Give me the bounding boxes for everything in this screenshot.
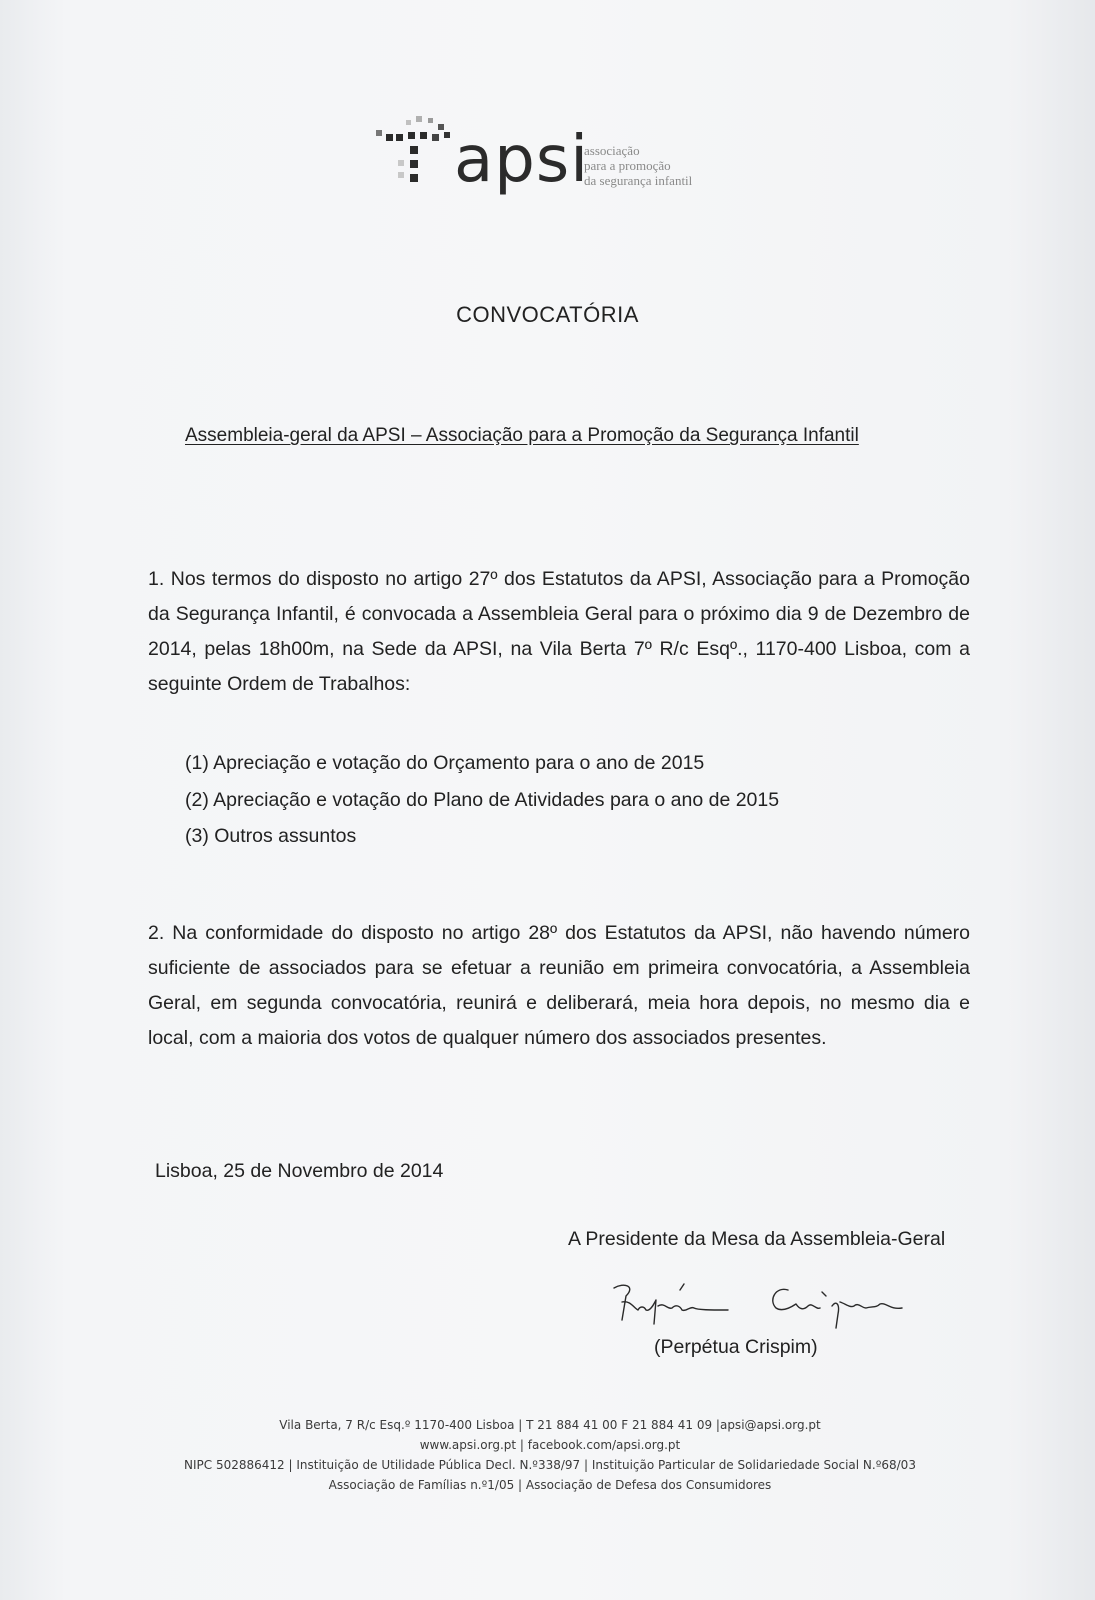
handwritten-signature: [610, 1280, 930, 1340]
footer-line: www.apsi.org.pt | facebook.com/apsi.org.pt: [419, 1438, 681, 1452]
apsi-logo: [372, 108, 732, 208]
agenda-item: (1) Apreciação e votação do Orçamento para o ano de 2015: [185, 752, 705, 774]
logo-wordmark: apsi: [454, 123, 589, 197]
document-title: CONVOCATÓRIA: [456, 302, 639, 327]
signatory-role: A Presidente da Mesa da Assembleia-Geral: [568, 1228, 946, 1250]
document-subtitle: Assembleia-geral da APSI – Associação para a Promoção da Segurança Infantil: [185, 425, 859, 446]
signatory-name: (Perpétua Crispim): [654, 1336, 818, 1358]
logo-tagline-line: associação: [584, 143, 640, 158]
footer-line: Vila Berta, 7 R/c Esq.º 1170-400 Lisboa | T 21 884 41 00 F 21 884 41 09 |apsi@apsi.org.pt: [279, 1418, 821, 1432]
logo-tagline-line: para a promoção: [584, 158, 671, 173]
logo-tagline-line: da segurança infantil: [584, 173, 693, 188]
logo-tagline: [584, 143, 692, 188]
paragraph-2: 2. Na conformidade do disposto no artigo 28º dos Estatutos da APSI, não havendo número suficiente de associados para se efetuar a reunião em primeira convocatória, a Assembleia Geral, em segunda convocatória, reunirá e deliberará, meia hora depois, no mesmo dia e local, com a maioria dos votos de qualquer número dos associados presentes.: [148, 922, 970, 1049]
footer-line: Associação de Famílias n.º1/05 | Associação de Defesa dos Consumidores: [328, 1478, 772, 1492]
apsi-logo-mark-icon: [372, 108, 462, 203]
footer-line: NIPC 502886412 | Instituição de Utilidade Pública Decl. N.º338/97 | Instituição Particular de Solidariedade Social N.º68/03: [184, 1458, 916, 1472]
agenda-item: (3) Outros assuntos: [185, 825, 357, 847]
place-date: Lisboa, 25 de Novembro de 2014: [155, 1160, 444, 1182]
footer-contact: [150, 1415, 950, 1495]
paragraph-1: 1. Nos termos do disposto no artigo 27º dos Estatutos da APSI, Associação para a Promoção da Segurança Infantil, é convocada a Assembleia Geral para o próximo dia 9 de Dezembro de 2014, pelas 18h00m, na Sede da APSI, na Vila Berta 7º R/c Esqº., 1170-400 Lisboa, com a seguinte Ordem de Trabalhos:: [148, 568, 970, 695]
agenda-item: (2) Apreciação e votação do Plano de Atividades para o ano de 2015: [185, 788, 780, 811]
agenda-list: [185, 745, 779, 855]
